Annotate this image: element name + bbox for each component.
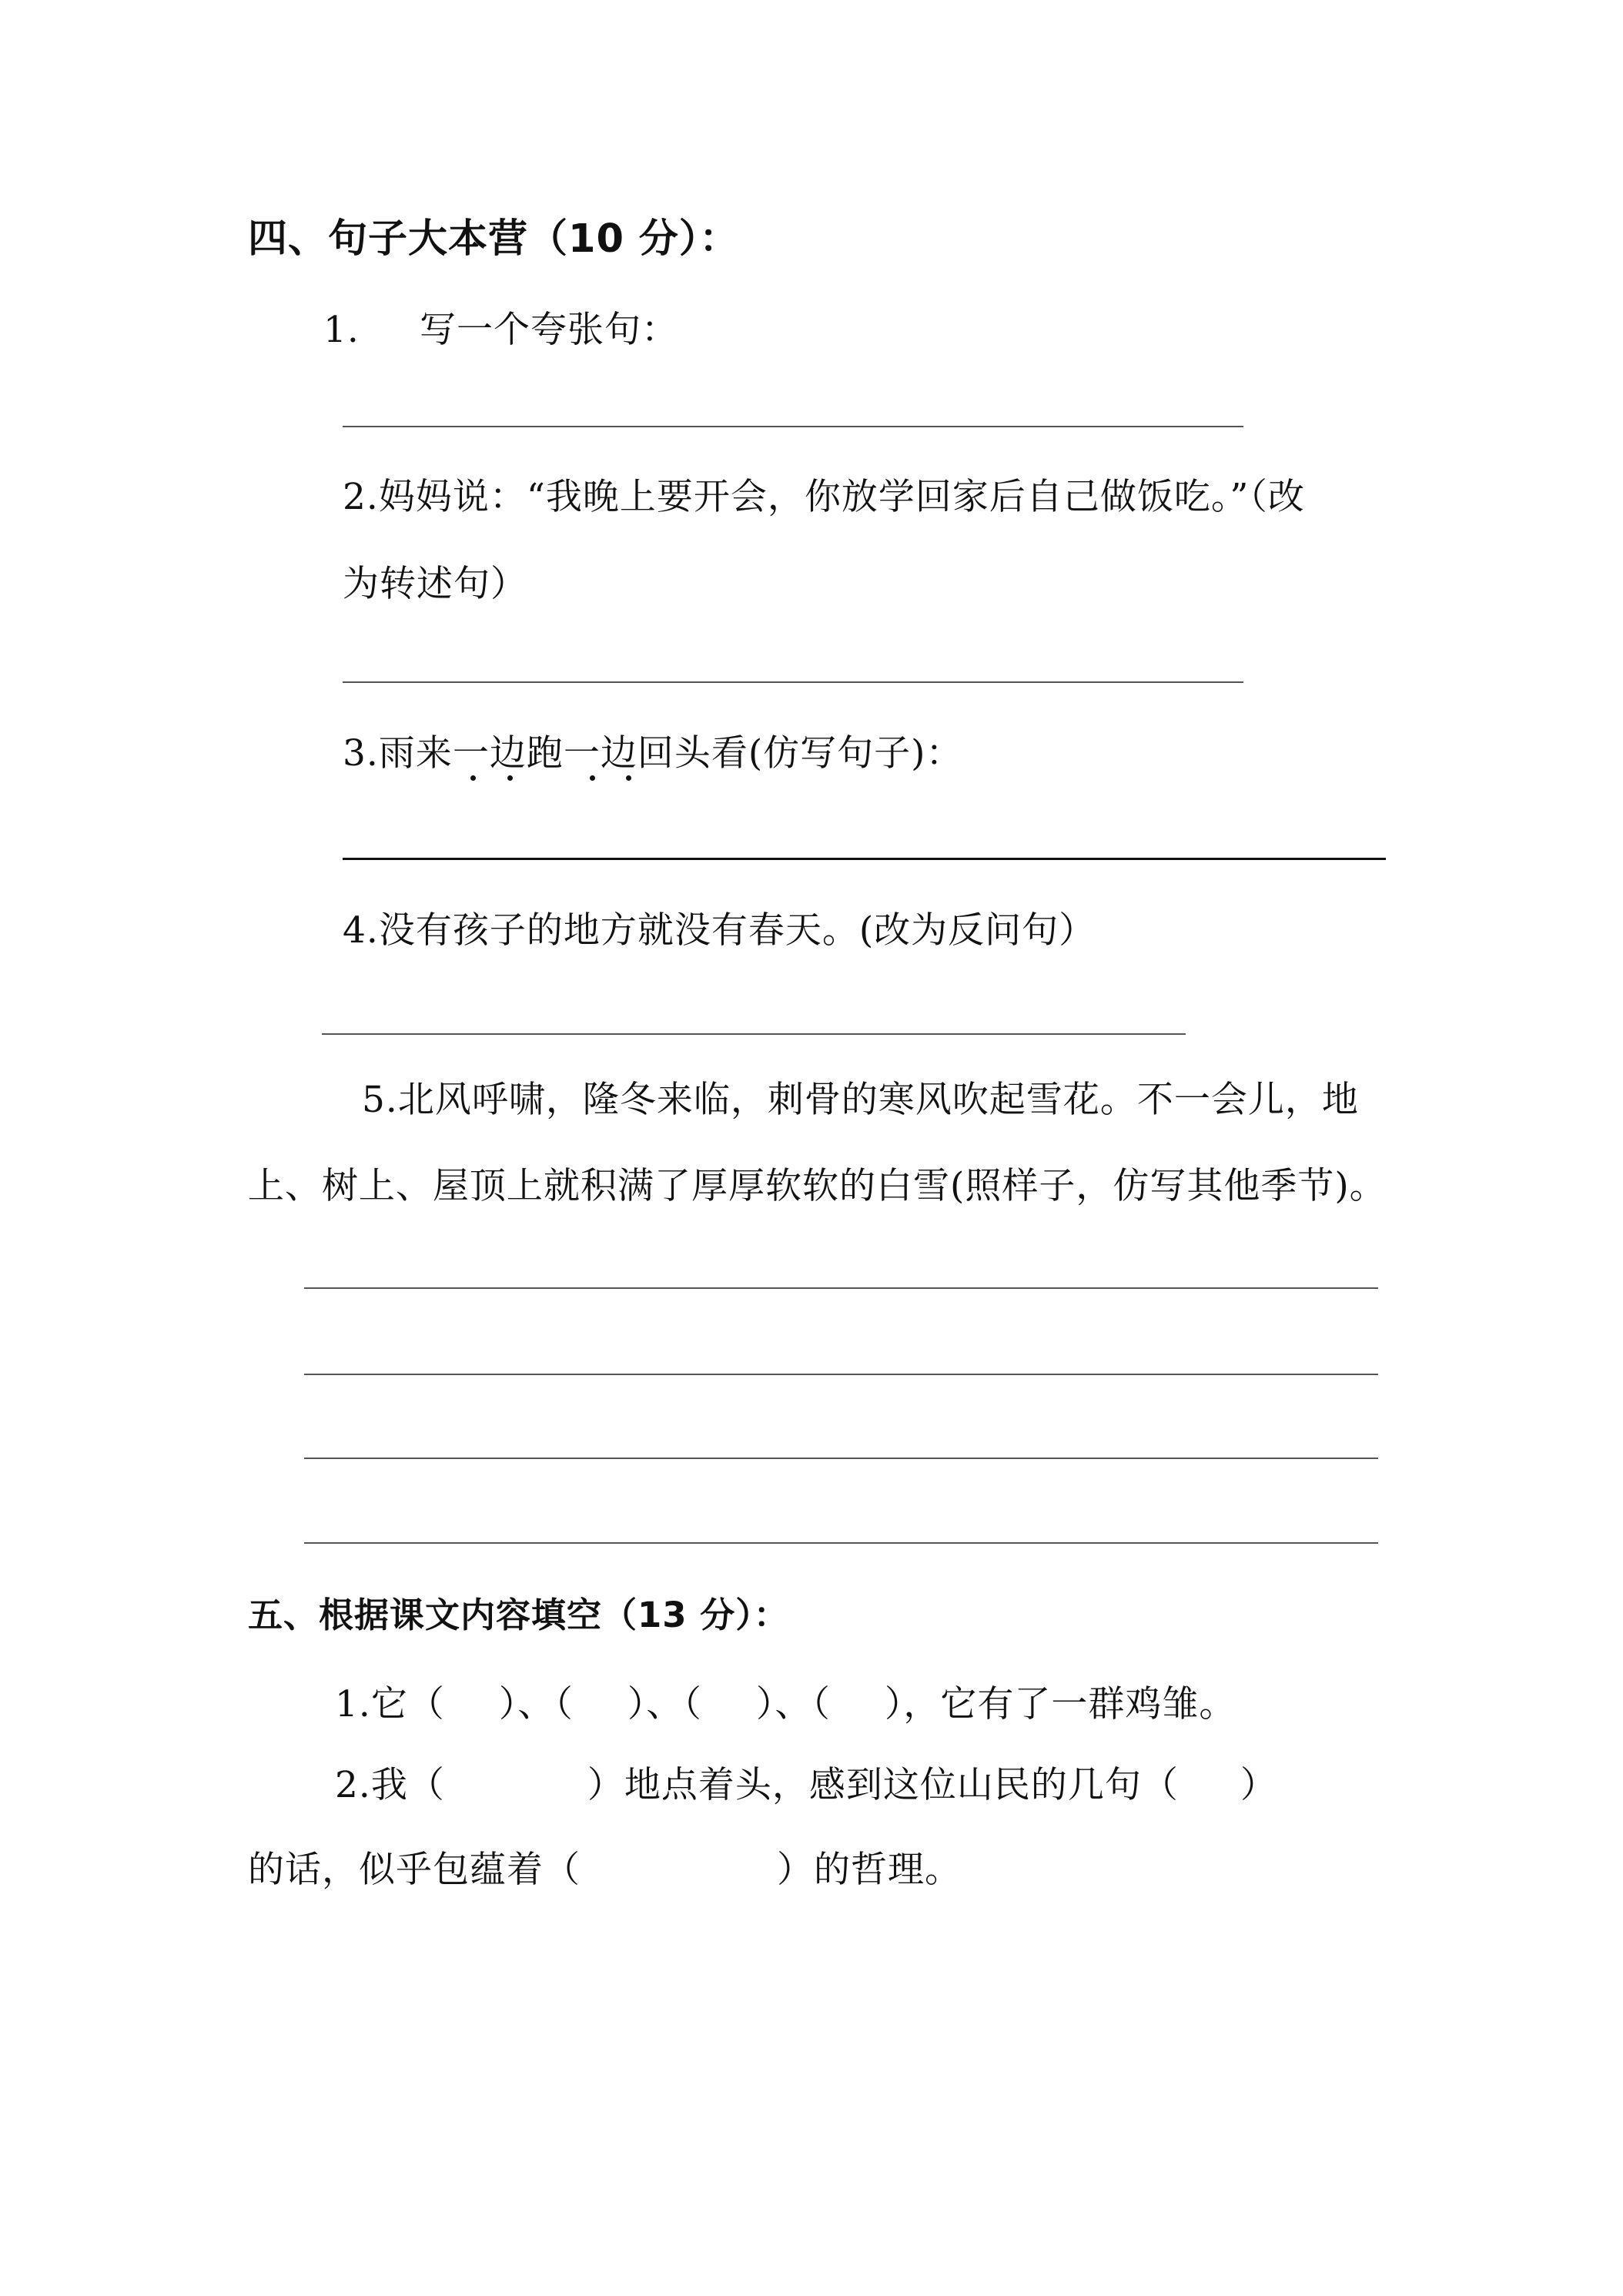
q5-answer-line[interactable] xyxy=(304,1458,1378,1459)
s5-q2-line2-start: 的话，似乎包蕴着（ xyxy=(248,1849,581,1891)
q5-answer-line[interactable] xyxy=(304,1374,1378,1375)
s5-q2-line2 xyxy=(248,1849,962,1891)
section-4-heading: 四、句子大本营（10 分）： xyxy=(248,216,740,262)
q5-prompt-line2: 上、树上、屋顶上就积满了厚厚软软的白雪(照样子，仿写其他季节)。 xyxy=(248,1165,1387,1207)
s5-q1-sep1: ）、（ xyxy=(498,1683,574,1725)
q5-prompt-line1: 5.北风呼啸，隆冬来临，刺骨的寒风吹起雪花。不一会儿，地 xyxy=(362,1079,1359,1121)
q3-prompt: 3.雨来一边跑一边回头看(仿写句子)： xyxy=(343,732,963,775)
q4-prompt: 4.没有孩子的地方就没有春天。(改为反问句） xyxy=(343,909,1096,952)
q4-answer-line[interactable] xyxy=(322,1033,1186,1035)
q1-number: 1. xyxy=(323,309,360,351)
q1-prompt: 写一个夸张句： xyxy=(420,309,678,351)
s5-q2-line1 xyxy=(335,1764,1277,1806)
q5-answer-line[interactable] xyxy=(304,1287,1378,1289)
s5-q1-sep2: ）、（ xyxy=(627,1683,702,1725)
q3-answer-line[interactable] xyxy=(343,858,1386,860)
s5-q1-end: ），它有了一群鸡雏。 xyxy=(884,1683,1236,1725)
emphasis-dot xyxy=(507,775,513,781)
q2-answer-line[interactable] xyxy=(343,681,1243,683)
s5-q1-sep3: ）、（ xyxy=(755,1683,831,1725)
s5-q2-line2-end: ）的哲理。 xyxy=(777,1849,962,1891)
s5-q2-start: 2.我（ xyxy=(335,1764,445,1806)
q2-prompt-line1: 2.妈妈说：“我晚上要开会，你放学回家后自己做饭吃。”（改 xyxy=(343,476,1305,518)
s5-q2-mid: ）地点着头，感到这位山民的几句（ xyxy=(587,1764,1179,1806)
emphasis-dot xyxy=(590,775,595,781)
q2-prompt-line2: 为转述句） xyxy=(343,563,527,605)
q1-answer-line[interactable] xyxy=(343,426,1243,427)
emphasis-dot xyxy=(626,775,631,781)
s5-q1-line xyxy=(335,1683,1236,1725)
emphasis-dot xyxy=(470,775,476,781)
s5-q2-end: ） xyxy=(1240,1764,1277,1806)
s5-q1-start: 1.它（ xyxy=(335,1683,445,1725)
section-5-heading: 五、根据课文内容填空（13 分）： xyxy=(248,1595,789,1635)
q5-answer-line[interactable] xyxy=(304,1542,1378,1544)
